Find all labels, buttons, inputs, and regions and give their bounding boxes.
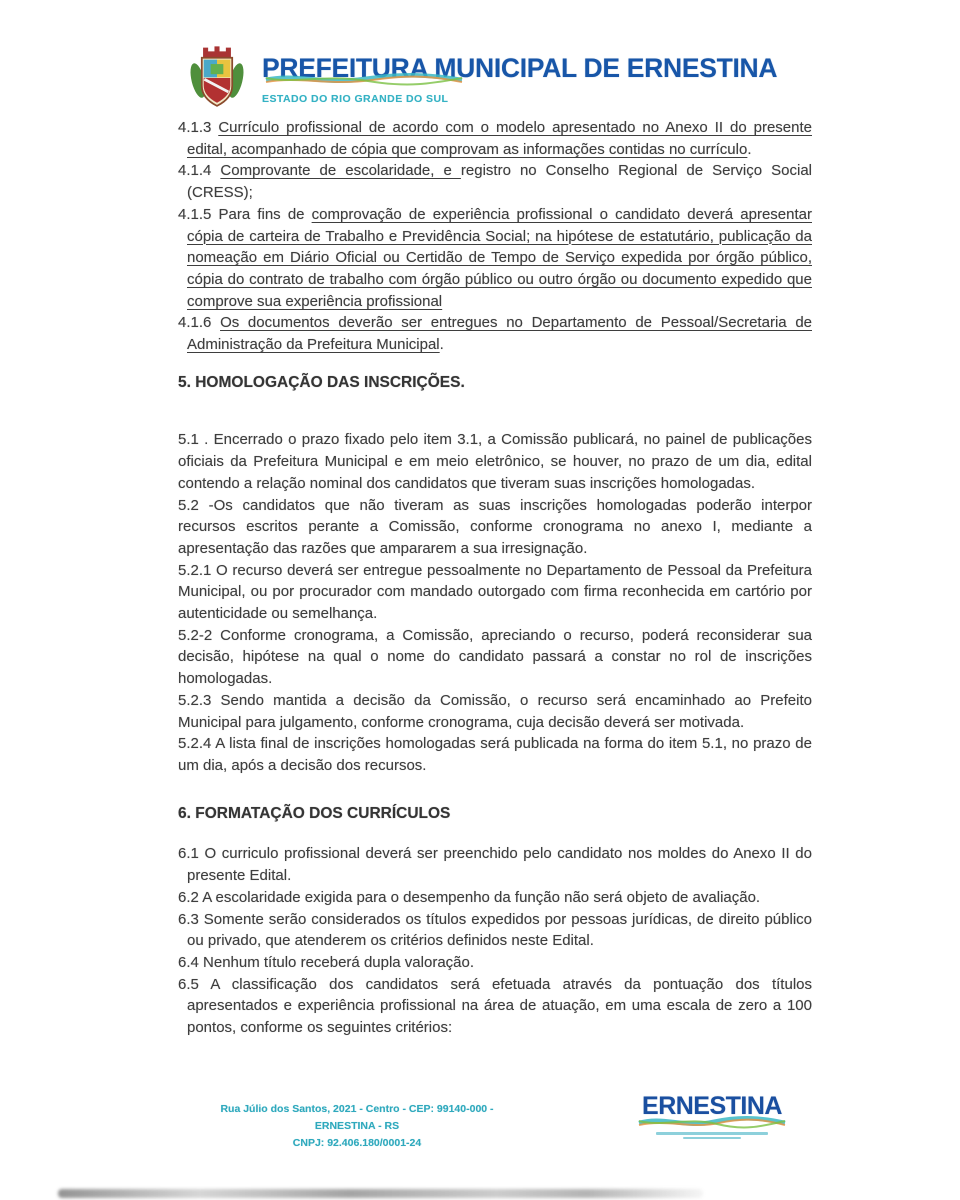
item-number: 4.1.5 Para fins de [178,205,312,223]
paragraph-5-2: 5.2 -Os candidatos que não tiveram as suas inscrições homologadas poderão interpor recursos escritos perante a Comissão, conforme cronograma no anexo I, mediante a apresentação das razões que ampararem a sua irresignação. [178,496,812,557]
plain-text: registro no Conselho Regional de Serviço Social (CRESS); [187,162,812,202]
underlined-text: comprovação de experiência profissional o candidato deverá apresentar cópia de carteira de Trabalho e Previdência Social; na hipótese de estatutário, publicação da nomeação em Diário Oficial ou Certidão de Tempo de Serviço expedida por órgão público, cópia do contrato de trabalho com órgão público ou outro órgão ou documento expedido que comprove sua experiência profissional [187,205,812,310]
paragraph-5-2-2: 5.2-2 Conforme cronograma, a Comissão, apreciando o recurso, poderá reconsiderar sua decisão, hipótese na qual o nome do candidato passará a constar no rol de inscrições homologadas. [178,626,812,688]
paragraph-5-1: 5.1 . Encerrado o prazo fixado pelo item 3.1, a Comissão publicará, no painel de publicações oficiais da Prefeitura Municipal e em meio eletrônico, se houver, no prazo de um dia, edital contendo a relação nominal dos candidatos que tiveram suas inscrições homologadas. [178,431,812,492]
paragraph-4-1-5 [178,204,812,313]
item-number: 4.1.3 [178,119,219,136]
underlined-text: Comprovante de escolaridade, e [220,162,461,180]
section-6-heading: 6. FORMATAÇÃO DOS CURRÍCULOS [178,804,451,822]
footer-tagline-line [656,1132,768,1135]
footer-tagline-line [683,1137,741,1140]
scan-edge-artifact [58,1189,703,1198]
paragraph-4-1-6 [178,312,812,355]
footer-logo-wordmark: ERNESTINA [642,1092,782,1120]
footer-cnpj: CNPJ: 92.406.180/0001-24 [292,1137,422,1149]
paragraph-4-1-3 [178,117,812,160]
footer-logo [630,1094,794,1139]
municipality-title: PREFEITURA MUNICIPAL DE ERNESTINA [262,53,778,83]
footer-contact-block [192,1101,522,1152]
paragraph-6-5: 6.5 A classificação dos candidatos será efetuada através da pontuação dos títulos apresentados e experiência profissional na área de atuação, em uma escala de zero a 100 pontos, conforme os seguintes critérios: [178,975,812,1037]
document-body [178,117,812,1039]
plain-text: . [439,336,444,354]
paragraph-6-4: 6.4 Nenhum título receberá dupla valoração. [178,953,475,971]
plain-text: . [747,140,752,158]
item-number: 4.1.4 [178,162,221,180]
header-text-block [262,40,777,105]
paragraph-4-1-4 [178,160,812,203]
paragraph-6-3: 6.3 Somente serão considerados os títulos expedidos por pessoas jurídicas, de direito público ou privado, que atenderem os critérios definidos neste Edital. [178,910,812,950]
footer-address: Rua Júlio dos Santos, 2021 - Centro - CEP: 99140-000 - ERNESTINA - RS [220,1103,494,1132]
coat-of-arms-icon [176,40,258,116]
paragraph-5-2-4: 5.2.4 A lista final de inscrições homologadas será publicada na forma do item 5.1, no prazo de um dia, após a decisão dos recursos. [178,735,812,774]
underlined-text: Os documentos deverão ser entregues no Departamento de Pessoal/Secretaria de Administração da Prefeitura Municipal [187,314,812,354]
paragraph-6-1: 6.1 O curriculo profissional deverá ser preenchido pelo candidato nos moldes do Anexo II do presente Edital. [178,845,812,885]
state-subtitle: ESTADO DO RIO GRANDE DO SUL [262,93,449,105]
item-number: 4.1.6 [178,314,221,332]
brand-wave-icon [264,72,464,87]
paragraph-6-2: 6.2 A escolaridade exigida para o desempenho da função não será objeto de avaliação. [178,888,761,906]
underlined-text: Currículo profissional de acordo com o modelo apresentado no Anexo II do presente edital, acompanhado de cópia que comprovam as informações contidas no currículo [187,119,812,158]
paragraph-5-2-3: 5.2.3 Sendo mantida a decisão da Comissão, o recurso será encaminhado ao Prefeito Municipal para julgamento, conforme cronograma, cuja decisão deverá ser motivada. [178,691,812,731]
paragraph-5-2-1: 5.2.1 O recurso deverá ser entregue pessoalmente no Departamento de Pessoal da Prefeitura Municipal, ou por procurador com mandado outorgado com firma reconhecida em cartório por autenticidade ou semelhança. [178,561,812,623]
section-5-heading: 5. HOMOLOGAÇÃO DAS INSCRIÇÕES. [178,373,465,391]
document-header [176,40,777,116]
